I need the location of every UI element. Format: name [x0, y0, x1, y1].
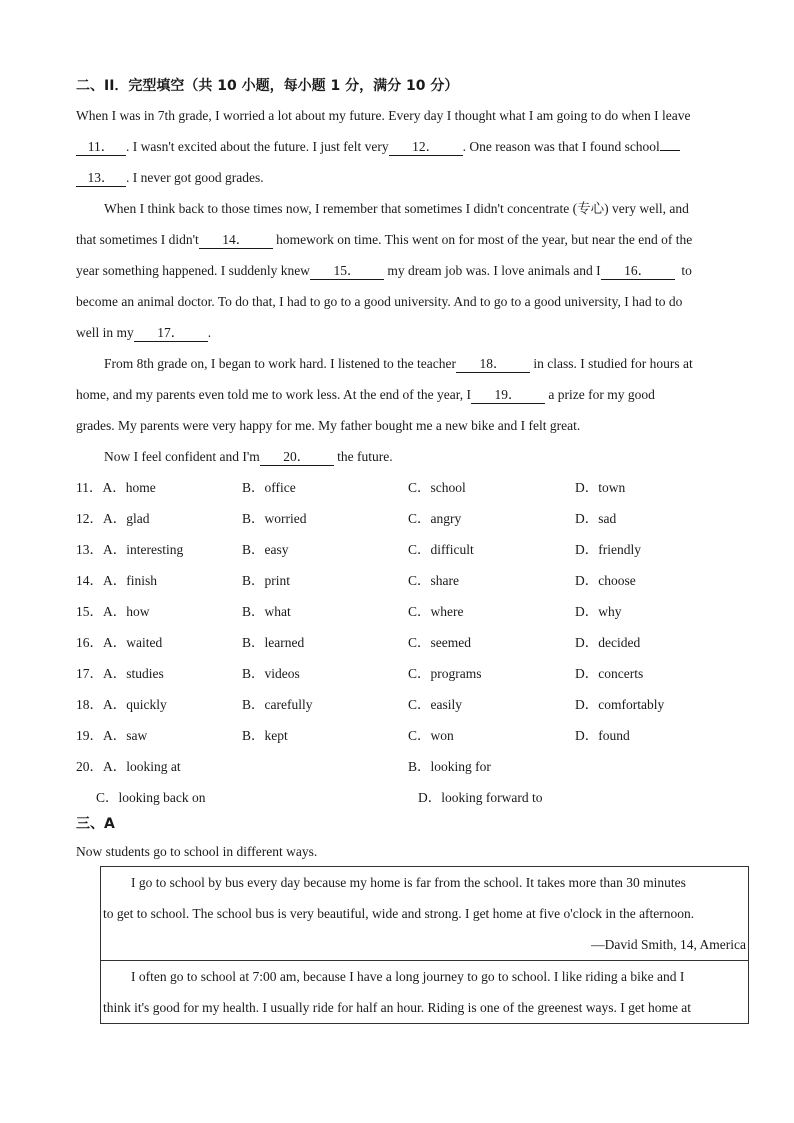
blank-17[interactable]: 17．	[134, 323, 208, 342]
option-a[interactable]: 17．A．studies	[76, 666, 164, 681]
option-d[interactable]: D．sad	[575, 511, 617, 526]
blank-underline	[660, 132, 680, 151]
option-d[interactable]: D．looking forward to	[418, 790, 543, 805]
blank-14[interactable]: 14．	[199, 230, 273, 249]
testimonial-line: I often go to school at 7:00 am, because I have a long journey to go to school. I like riding a bike and I	[131, 969, 685, 984]
passage-line	[76, 317, 748, 348]
testimonial-2	[101, 960, 748, 1023]
option-a[interactable]: 14．A．finish	[76, 573, 157, 588]
passage-paragraph-3	[76, 348, 748, 441]
question-row	[76, 503, 748, 534]
option-d[interactable]: D．why	[575, 604, 622, 619]
blank-20[interactable]: 20．	[260, 447, 334, 466]
question-row	[76, 720, 748, 751]
option-d[interactable]: D．found	[575, 728, 630, 743]
section-3-title: 三、A	[76, 816, 115, 832]
option-d[interactable]: D．choose	[575, 573, 636, 588]
option-b[interactable]: B．print	[242, 573, 291, 588]
passage-text: Now I feel confident and I'm	[104, 449, 260, 464]
passage-paragraph-2	[76, 193, 748, 348]
page	[76, 70, 748, 813]
blank-16[interactable]: 16．	[601, 261, 675, 280]
passage-line	[76, 410, 748, 441]
passage-text: that sometimes I didn't	[76, 232, 199, 247]
passage-line	[76, 100, 748, 131]
question-list	[76, 472, 748, 813]
option-c[interactable]: C．difficult	[408, 542, 474, 557]
option-c[interactable]: C．where	[408, 604, 464, 619]
option-a[interactable]: 11．A．home	[76, 480, 156, 495]
testimonial-line: think it's good for my health. I usually ride for half an hour. Riding is one of the greenest ways. I get home at	[103, 1000, 692, 1015]
passage-line	[76, 131, 748, 162]
option-c[interactable]: C．programs	[408, 666, 482, 681]
passage-text: When I was in 7th grade, I worried a lot about my future. Every day I thought what I am going to do when I leave	[76, 108, 691, 123]
option-b[interactable]: B．what	[242, 604, 291, 619]
section-3	[76, 810, 317, 866]
passage-text: . I never got good grades.	[126, 170, 264, 185]
passage-paragraph-4	[76, 441, 748, 472]
passage-text: homework on time. This went on for most of the year, but near the end of the	[276, 232, 693, 247]
blank-13[interactable]: 13．	[76, 168, 126, 187]
passage-text: .	[207, 325, 212, 340]
passage-text: home, and my parents even told me to work less. At the end of the year, I	[76, 387, 471, 402]
option-b[interactable]: B．worried	[242, 511, 307, 526]
passage-text: . I wasn't excited about the future. I just felt very	[126, 139, 389, 154]
option-b[interactable]: B．learned	[242, 635, 305, 650]
section-3-intro: Now students go to school in different ways.	[76, 844, 318, 859]
passage-text: become an animal doctor. To do that, I had to go to a good university. And to go to a good university, I had to do	[76, 294, 683, 309]
option-b[interactable]: B．easy	[242, 542, 289, 557]
blank-12[interactable]: 12．	[389, 137, 463, 156]
blank-19[interactable]: 19．	[471, 385, 545, 404]
option-c[interactable]: C．won	[408, 728, 454, 743]
testimonial-box	[100, 866, 749, 1024]
passage-line	[76, 162, 748, 193]
question-row	[76, 534, 748, 565]
passage-text: year something happened. I suddenly knew	[76, 263, 310, 278]
option-d[interactable]: D．friendly	[575, 542, 641, 557]
passage-text: grades. My parents were very happy for me. My father bought me a new bike and I felt great.	[76, 418, 581, 433]
passage-text: a prize for my good	[548, 387, 655, 402]
question-row	[76, 689, 748, 720]
option-c[interactable]: C．angry	[408, 511, 462, 526]
option-a[interactable]: 20．A．looking at	[76, 759, 181, 774]
option-a[interactable]: 15．A．how	[76, 604, 150, 619]
option-b[interactable]: B．videos	[242, 666, 300, 681]
option-b[interactable]: B．kept	[242, 728, 288, 743]
testimonial-line: to get to school. The school bus is very beautiful, wide and strong. I get home at five o'clock in the afternoon.	[103, 906, 695, 921]
passage-text: When I think back to those times now, I remember that sometimes I didn't concentrate (专心) very well, and	[104, 201, 689, 216]
option-a[interactable]: 13．A．interesting	[76, 542, 184, 557]
option-a[interactable]: 16．A．waited	[76, 635, 163, 650]
section-2-title: 二、II．完型填空（共 10 小题，每小题 1 分，满分 10 分）	[76, 78, 459, 94]
question-row	[76, 596, 748, 627]
option-b[interactable]: B．looking for	[408, 759, 491, 774]
passage-paragraph-1	[76, 100, 748, 193]
question-row	[76, 751, 748, 782]
blank-15[interactable]: 15．	[310, 261, 384, 280]
passage-line	[76, 348, 748, 379]
question-row	[76, 658, 748, 689]
passage-line	[76, 286, 748, 317]
passage-text: . One reason was that I found school	[462, 139, 660, 154]
passage-line	[76, 224, 748, 255]
blank-11[interactable]: 11．	[76, 137, 126, 156]
option-b[interactable]: B．carefully	[242, 697, 313, 712]
option-d[interactable]: D．comfortably	[575, 697, 665, 712]
option-a[interactable]: 19．A．saw	[76, 728, 148, 743]
passage-line	[76, 193, 748, 224]
option-d[interactable]: D．concerts	[575, 666, 644, 681]
testimonial-line: I go to school by bus every day because my home is far from the school. It takes more than 30 minutes	[131, 875, 686, 890]
passage-text: well in my	[76, 325, 134, 340]
option-c[interactable]: C．seemed	[408, 635, 471, 650]
option-c[interactable]: C．easily	[408, 697, 462, 712]
passage-text: the future.	[337, 449, 393, 464]
option-a[interactable]: 12．A．glad	[76, 511, 150, 526]
option-c[interactable]: C．share	[408, 573, 459, 588]
question-row	[76, 627, 748, 658]
passage-line	[76, 255, 748, 286]
passage-line	[76, 379, 748, 410]
testimonial-signature: —David Smith, 14, America	[591, 937, 746, 952]
passage-line	[76, 441, 748, 472]
option-a[interactable]: 18．A．quickly	[76, 697, 167, 712]
option-c[interactable]: C．looking back on	[96, 790, 206, 805]
question-row	[76, 782, 748, 813]
testimonial-1	[101, 867, 748, 960]
question-row	[76, 472, 748, 503]
option-d[interactable]: D．decided	[575, 635, 641, 650]
question-row	[76, 565, 748, 596]
option-c[interactable]: C．school	[408, 480, 466, 495]
passage-text: my dream job was. I love animals and I	[387, 263, 601, 278]
blank-18[interactable]: 18．	[456, 354, 530, 373]
option-d[interactable]: D．town	[575, 480, 626, 495]
passage-text: to	[681, 263, 692, 278]
passage-text: From 8th grade on, I began to work hard. I listened to the teacher	[104, 356, 457, 371]
option-b[interactable]: B．office	[242, 480, 296, 495]
passage-text: in class. I studied for hours at	[533, 356, 693, 371]
